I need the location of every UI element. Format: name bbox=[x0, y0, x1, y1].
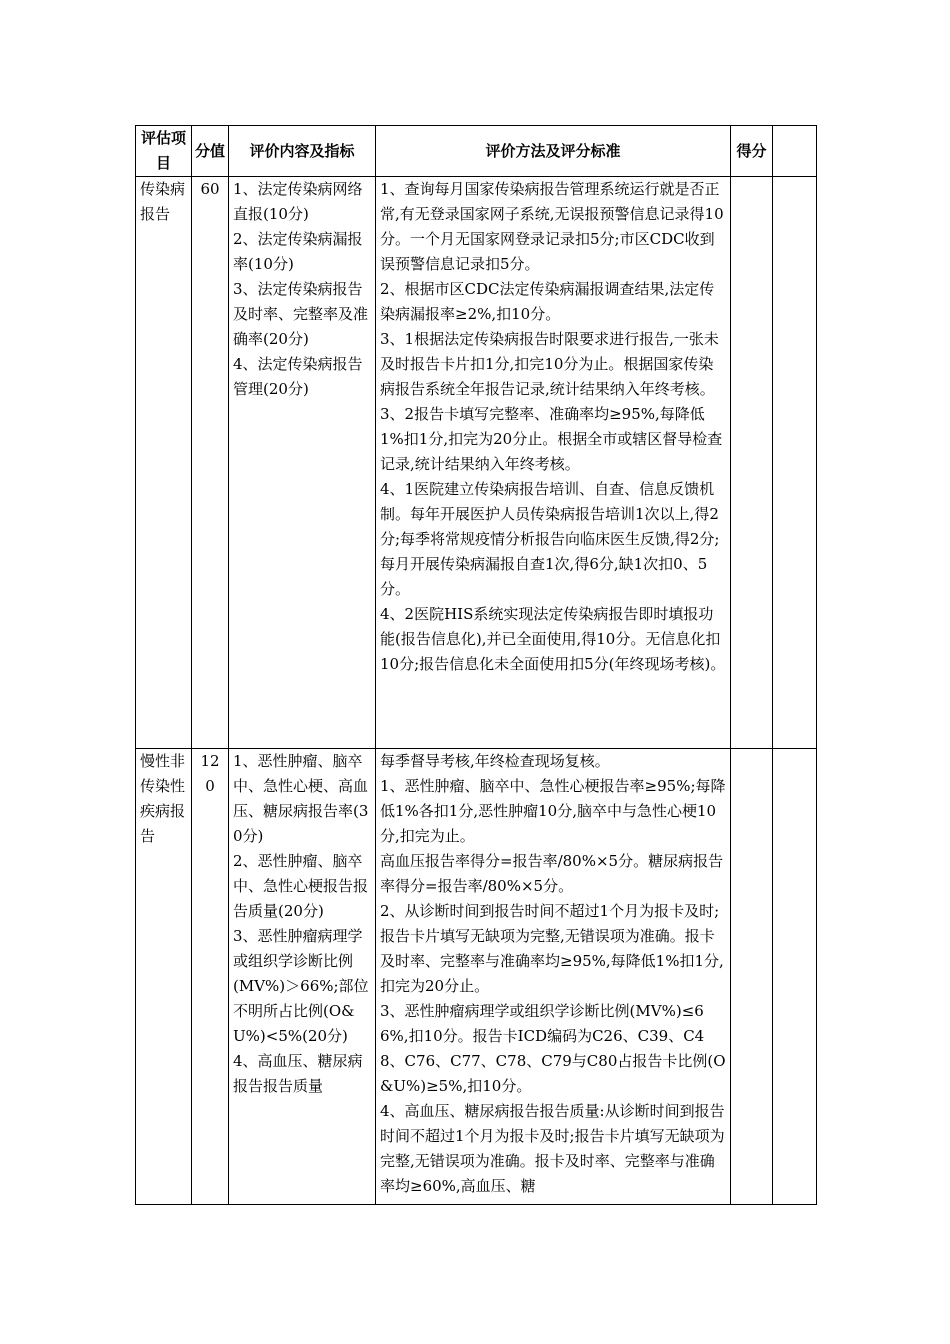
row-score-cell: 60 bbox=[192, 177, 229, 749]
header-got: 得分 bbox=[731, 126, 773, 177]
method-item: 4、1医院建立传染病报告培训、自查、信息反馈机制。每年开展医护人员传染病报告培训1次以上,得2分;每季将常规疫情分析报告向临床医生反馈,得2分;每月开展传染病漏报自查1次,得6分,缺1次扣0、5分。 bbox=[380, 480, 720, 598]
method-item: 高血压报告率得分=报告率/80%×5分。糖尿病报告率得分=报告率/80%×5分。 bbox=[380, 852, 724, 895]
row-score-cell: 120 bbox=[192, 749, 229, 1205]
method-item: 3、恶性肿瘤病理学或组织学诊断比例(MV%)≤66%,扣10分。报告卡ICD编码为C26、C39、C48、C76、C77、C78、C79与C80占报告卡比例(O&U%)≥5%,扣10分。 bbox=[380, 1002, 726, 1095]
content-item: 2、恶性肿瘤、脑卒中、急性心梗报告报告质量(20分) bbox=[233, 852, 369, 920]
table-row bbox=[136, 177, 817, 749]
method-item: 每季督导考核,年终检查现场复核。 bbox=[380, 752, 610, 770]
content-item: 3、恶性肿瘤病理学或组织学诊断比例(MV%)＞66%;部位不明所占比例(O&U%)<5%(20分) bbox=[233, 927, 369, 1045]
method-item: 3、1根据法定传染病报告时限要求进行报告,一张未及时报告卡片扣1分,扣完10分为止。根据国家传染病报告系统全年报告记录,统计结果纳入年终考核。 bbox=[380, 330, 719, 398]
row-extra-cell bbox=[773, 177, 817, 749]
row-got-cell bbox=[731, 749, 773, 1205]
row-item-cell: 传染病报告 bbox=[136, 177, 192, 749]
row-content-cell bbox=[229, 749, 376, 1205]
header-extra bbox=[773, 126, 817, 177]
method-item: 1、查询每月国家传染病报告管理系统运行就是否正常,有无登录国家网子系统,无误报预警信息记录得10分。一个月无国家网登录记录扣5分;市区CDC收到误预警信息记录扣5分。 bbox=[380, 180, 724, 273]
content-item: 1、法定传染病网络直报(10分) bbox=[233, 180, 363, 223]
header-score: 分值 bbox=[192, 126, 229, 177]
header-item: 评估项目 bbox=[136, 126, 192, 177]
method-item: 3、2报告卡填写完整率、准确率均≥95%,每降低1%扣1分,扣完为20分止。根据全市或辖区督导检查记录,统计结果纳入年终考核。 bbox=[380, 405, 723, 473]
method-item: 1、恶性肿瘤、脑卒中、急性心梗报告率≥95%;每降低1%各扣1分,恶性肿瘤10分,脑卒中与急性心梗10分,扣完为止。 bbox=[380, 777, 726, 845]
table-row bbox=[136, 749, 817, 1205]
row-item-cell: 慢性非传染性疾病报告 bbox=[136, 749, 192, 1205]
header-method: 评价方法及评分标准 bbox=[376, 126, 731, 177]
row-method-cell bbox=[376, 177, 731, 749]
row-content-cell bbox=[229, 177, 376, 749]
row-method-cell bbox=[376, 749, 731, 1205]
evaluation-table bbox=[135, 125, 817, 1205]
method-item: 4、2医院HIS系统实现法定传染病报告即时填报功能(报告信息化),并已全面使用,得10分。无信息化扣10分;报告信息化未全面使用扣5分(年终现场考核)。 bbox=[380, 605, 726, 673]
row-extra-cell bbox=[773, 749, 817, 1205]
content-item: 1、恶性肿瘤、脑卒中、急性心梗、高血压、糖尿病报告率(30分) bbox=[233, 752, 369, 845]
content-item: 2、法定传染病漏报率(10分) bbox=[233, 230, 363, 273]
method-item: 2、从诊断时间到报告时间不超过1个月为报卡及时;报告卡片填写无缺项为完整,无错误项为准确。报卡及时率、完整率与准确率均≥95%,每降低1%扣1分,扣完为20分止。 bbox=[380, 902, 724, 995]
method-item: 2、根据市区CDC法定传染病漏报调查结果,法定传染病漏报率≥2%,扣10分。 bbox=[380, 280, 715, 323]
content-item: 3、法定传染病报告及时率、完整率及准确率(20分) bbox=[233, 280, 369, 348]
method-item: 4、高血压、糖尿病报告报告质量:从诊断时间到报告时间不超过1个月为报卡及时;报告卡片填写无缺项为完整,无错误项为准确。报卡及时率、完整率与准确率均≥60%,高血压、糖 bbox=[380, 1102, 725, 1195]
content-item: 4、法定传染病报告管理(20分) bbox=[233, 355, 363, 398]
header-content: 评价内容及指标 bbox=[229, 126, 376, 177]
header-row bbox=[136, 126, 817, 177]
row-got-cell bbox=[731, 177, 773, 749]
content-item: 4、高血压、糖尿病报告报告质量 bbox=[233, 1052, 363, 1095]
